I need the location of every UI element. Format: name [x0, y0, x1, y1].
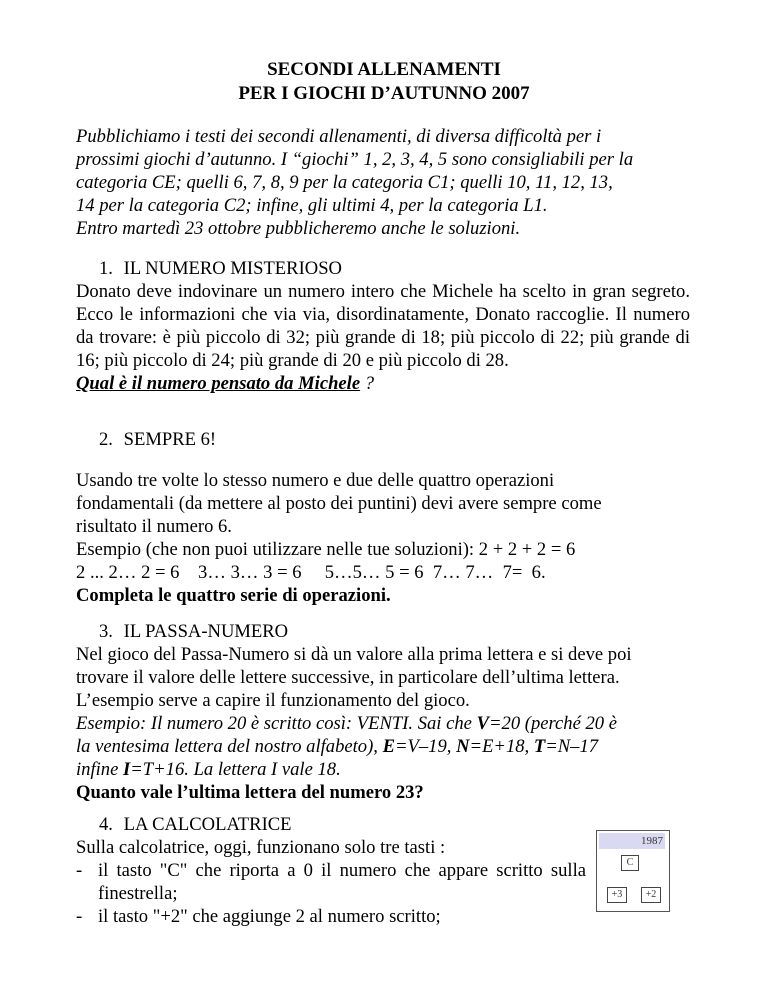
- section-3-body: [76, 643, 690, 804]
- section-2-line: Esempio (che non puoi utilizzare nelle tue soluzioni): 2 + 2 + 2 = 6: [76, 539, 576, 560]
- section-2-line: 2 ... 2… 2 = 6 3… 3… 3 = 6 5…5… 5 = 6 7… 7… 7= 6.: [76, 562, 546, 583]
- list-dash: -: [76, 906, 83, 927]
- section-title: IL NUMERO MISTERIOSO: [123, 258, 342, 279]
- calculator-illustration: [596, 830, 670, 912]
- intro-line: categoria CE; quelli 6, 7, 8, 9 per la categoria C1; quelli 10, 11, 12, 13,: [76, 172, 613, 193]
- section-number: 3.: [99, 621, 113, 642]
- section-3-example-line: [76, 735, 690, 758]
- example-text: Esempio: Il numero 20 è scritto così: VENTI. Sai che: [76, 713, 477, 734]
- calculator-key-c: C: [621, 855, 639, 871]
- section-title: LA CALCOLATRICE: [123, 814, 292, 835]
- example-text: =20 (perché 20 è: [488, 713, 617, 734]
- section-1-heading: [99, 257, 342, 280]
- section-2-line: fondamentali (da mettere al posto dei puntini) devi avere sempre come: [76, 493, 602, 514]
- section-3-line: L’esempio serve a capire il funzionamento del gioco.: [76, 690, 470, 711]
- section-4-heading: [99, 813, 292, 836]
- question-tail: ?: [360, 373, 375, 394]
- section-number: 1.: [99, 258, 113, 279]
- list-dash: -: [76, 860, 83, 881]
- section-4-line: Sulla calcolatrice, oggi, funzionano solo tre tasti :: [76, 837, 446, 858]
- section-3-example-line: [76, 712, 690, 735]
- example-text: =V–19,: [394, 736, 457, 757]
- section-1-question: [76, 372, 690, 395]
- question-emphasis: Qual è il numero pensato da Michele: [76, 373, 361, 394]
- example-text: la ventesima lettera del nostro alfabeto),: [76, 736, 383, 757]
- section-number: 4.: [99, 814, 113, 835]
- example-text: infine: [76, 759, 123, 780]
- letter-i: I: [123, 759, 131, 780]
- section-1-body: [76, 280, 690, 395]
- list-item-text: il tasto "+2" che aggiunge 2 al numero scritto;: [98, 906, 441, 927]
- intro-paragraph: [76, 125, 686, 240]
- section-3-question: Quanto vale l’ultima lettera del numero 23?: [76, 782, 424, 803]
- section-2-line: risultato il numero 6.: [76, 516, 232, 537]
- intro-line: Pubblichiamo i testi dei secondi allenamenti, di diversa difficoltà per i: [76, 126, 602, 147]
- section-title: SEMPRE 6!: [123, 429, 217, 450]
- section-2-heading: [99, 428, 216, 451]
- section-3-example-line: [76, 758, 690, 781]
- intro-line: prossimi giochi d’autunno. I “giochi” 1, 2, 3, 4, 5 sono consigliabili per la: [76, 149, 634, 170]
- intro-line: 14 per la categoria C2; infine, gli ultimi 4, per la categoria L1.: [76, 195, 548, 216]
- section-number: 2.: [99, 429, 113, 450]
- document-title-line-1: SECONDI ALLENAMENTI: [267, 59, 501, 80]
- calculator-display: 1987: [599, 833, 665, 849]
- calculator-key-plus2: +2: [641, 887, 661, 903]
- letter-t: T: [533, 736, 546, 757]
- section-4-body: [76, 836, 586, 928]
- letter-n: N: [456, 736, 470, 757]
- list-item: [76, 905, 586, 928]
- section-1-text: Donato deve indovinare un numero intero che Michele ha scelto in gran segreto. Ecco le informazioni che via via, disordinatamente, Donato raccoglie. Il numero da trovare: è più piccolo di 32; più grande di 18; più piccolo di 22; più grande di 16; più piccolo di 24; più grande di 20 e più piccolo di 28.: [76, 281, 690, 371]
- intro-line: Entro martedì 23 ottobre pubblicheremo anche le soluzioni.: [76, 218, 521, 239]
- section-3-line: trovare il valore delle lettere successive, in particolare dell’ultima lettera.: [76, 667, 620, 688]
- example-text: =T+16. La lettera I vale 18.: [130, 759, 341, 780]
- list-item: [76, 859, 586, 905]
- example-text: =N–17: [545, 736, 599, 757]
- section-title: IL PASSA-NUMERO: [123, 621, 289, 642]
- letter-e: E: [382, 736, 395, 757]
- calculator-key-plus3: +3: [607, 887, 627, 903]
- section-3-heading: [99, 620, 288, 643]
- section-2-line: Usando tre volte lo stesso numero e due delle quattro operazioni: [76, 470, 555, 491]
- section-2-question: Completa le quattro serie di operazioni.: [76, 585, 391, 606]
- section-2-body: [76, 469, 690, 607]
- section-3-line: Nel gioco del Passa-Numero si dà un valore alla prima lettera e si deve poi: [76, 644, 632, 665]
- document-title-line-2: PER I GIOCHI D’AUTUNNO 2007: [238, 83, 530, 104]
- list-item-text: il tasto "C" che riporta a 0 il numero che appare scritto sulla finestrella;: [98, 860, 586, 904]
- letter-v: V: [476, 713, 489, 734]
- example-text: =E+18,: [469, 736, 534, 757]
